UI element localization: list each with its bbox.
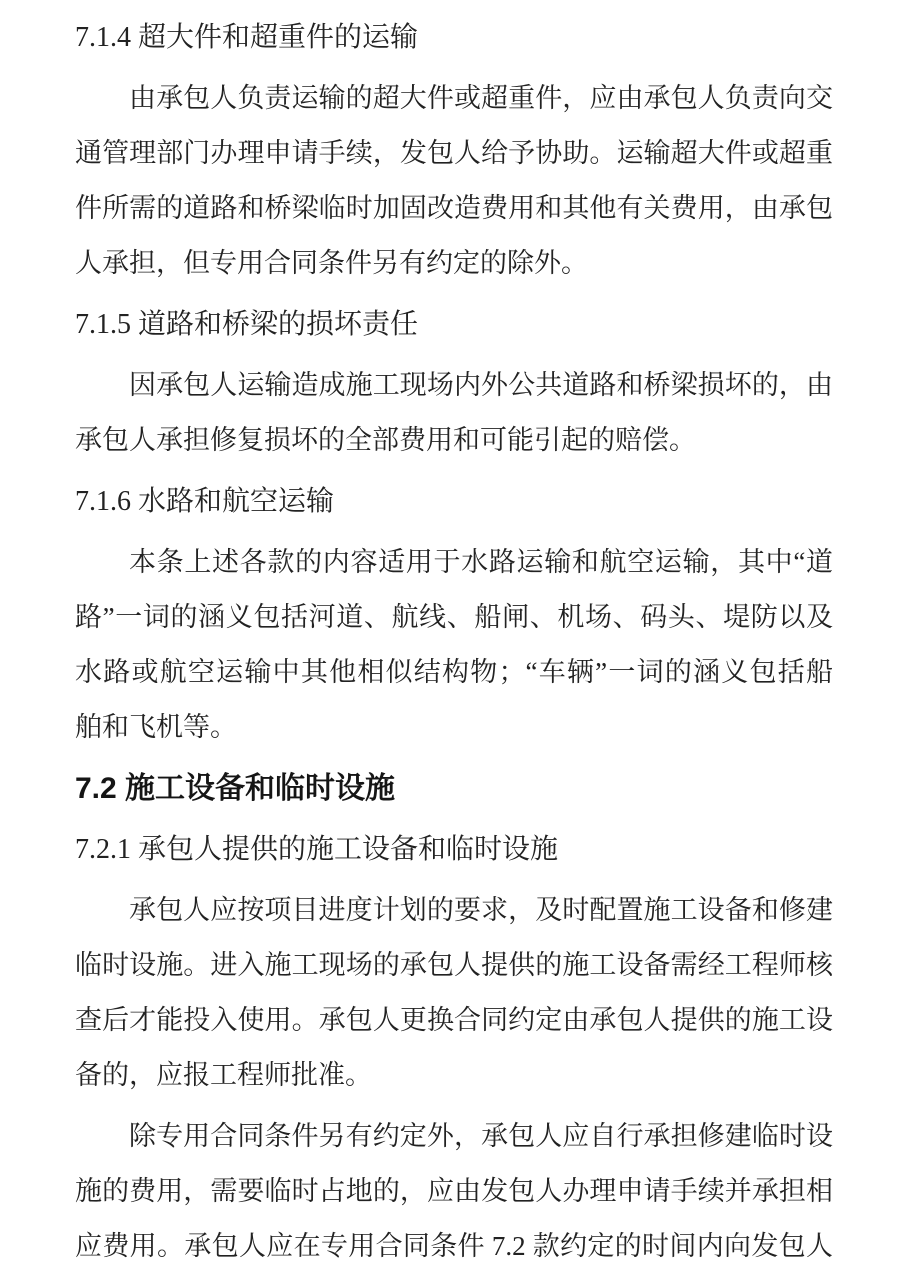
paragraph-line: 查后才能投入使用。承包人更换合同约定由承包人提供的施工设 [75, 1005, 833, 1035]
paragraph-line: 临时设施。进入施工现场的承包人提供的施工设备需经工程师核 [75, 950, 833, 980]
paragraph-line: 备的，应报工程师批准。 [75, 1060, 372, 1090]
paragraph-line: 应费用。承包人应在专用合同条件 7.2 款约定的时间内向发包人 [75, 1231, 833, 1261]
paragraph-line: 承包人承担修复损坏的全部费用和可能引起的赔偿。 [75, 425, 696, 455]
section-heading: 7.2 施工设备和临时设施 [75, 772, 396, 805]
clause-heading: 7.2.1 承包人提供的施工设备和临时设施 [75, 834, 559, 865]
paragraph-line: 通管理部门办理申请手续，发包人给予协助。运输超大件或超重 [75, 138, 833, 168]
paragraph [75, 535, 833, 755]
paragraph [75, 883, 833, 1103]
paragraph [75, 358, 833, 468]
paragraph-line: 水路或航空运输中其他相似结构物；“车辆”一词的涵义包括船 [75, 657, 833, 687]
paragraph [75, 1109, 833, 1274]
paragraph-line: 本条上述各款的内容适用于水路运输和航空运输，其中“道 [129, 547, 833, 577]
paragraph-line: 承包人应按项目进度计划的要求，及时配置施工设备和修建 [129, 895, 833, 925]
paragraph-line: 人承担，但专用合同条件另有约定的除外。 [75, 248, 588, 278]
paragraph-line: 由承包人负责运输的超大件或超重件，应由承包人负责向交 [129, 83, 833, 113]
clause-heading: 7.1.6 水路和航空运输 [75, 486, 335, 517]
paragraph-line: 路”一词的涵义包括河道、航线、船闸、机场、码头、堤防以及 [75, 602, 833, 632]
document-content [75, 10, 833, 1274]
clause-heading: 7.1.4 超大件和超重件的运输 [75, 22, 419, 53]
paragraph-line: 除专用合同条件另有约定外，承包人应自行承担修建临时设 [129, 1121, 833, 1151]
paragraph-line: 舶和飞机等。 [75, 712, 237, 742]
clause-heading: 7.1.5 道路和桥梁的损坏责任 [75, 309, 419, 340]
paragraph-line: 因承包人运输造成施工现场内外公共道路和桥梁损坏的，由 [129, 370, 833, 400]
paragraph-line: 施的费用，需要临时占地的，应由发包人办理申请手续并承担相 [75, 1176, 833, 1206]
paragraph-line: 件所需的道路和桥梁临时加固改造费用和其他有关费用，由承包 [75, 193, 833, 223]
paragraph [75, 71, 833, 291]
